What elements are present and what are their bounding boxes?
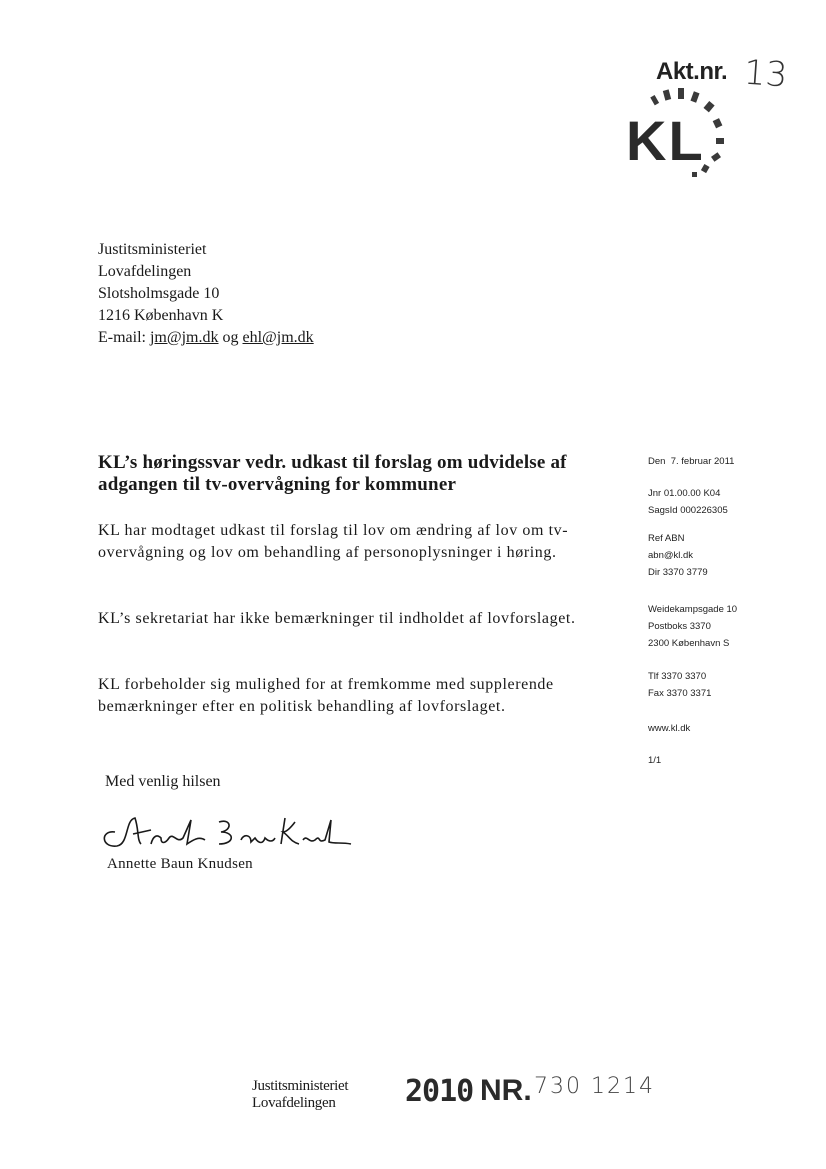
sidebar-dir: Dir 3370 3779 xyxy=(648,567,708,578)
email-join: og xyxy=(218,329,243,346)
sidebar-address xyxy=(648,601,737,652)
akt-nr-label: Akt.nr. xyxy=(656,58,728,85)
received-stamp-year: 2010 xyxy=(405,1074,474,1109)
body-paragraph: KL’s sekretariat har ikke bemærkninger til indholdet af lovforslaget. xyxy=(98,610,576,627)
sidebar-date: Den 7. februar 2011 xyxy=(648,456,735,467)
body-paragraph: KL har modtaget udkast til forslag til lov om ændring af lov om tv-overvågning og lov om behandling af personoplysninger i høring. xyxy=(98,522,569,561)
sidebar-tlf: Tlf 3370 3370 xyxy=(648,671,707,682)
recipient-email-line xyxy=(98,327,314,349)
sidebar-email[interactable]: abn@kl.dk xyxy=(648,550,694,561)
handwritten-signature xyxy=(95,800,355,860)
sidebar-contact xyxy=(648,530,708,581)
email-prefix: E-mail: xyxy=(98,329,150,346)
recipient-line: Justitsministeriet xyxy=(98,241,207,258)
sidebar-phone xyxy=(648,668,711,702)
signer-name: Annette Baun Knudsen xyxy=(107,856,253,872)
closing-greeting: Med venlig hilsen xyxy=(105,773,221,790)
recipient-line: Lovafdelingen xyxy=(98,263,192,280)
recipient-address xyxy=(98,239,314,349)
sidebar-city: 2300 København S xyxy=(648,638,730,649)
received-stamp-ministry-name: Justitsministeriet xyxy=(252,1078,349,1094)
received-stamp-nr: NR. xyxy=(480,1074,532,1107)
sidebar-street: Weidekampsgade 10 xyxy=(648,604,738,615)
sidebar-web[interactable]: www.kl.dk xyxy=(648,723,691,734)
sidebar-jnr: Jnr 01.00.00 K04 xyxy=(648,488,721,499)
sidebar-sagsid: SagsId 000226305 xyxy=(648,505,728,516)
sidebar-page: 1/1 xyxy=(648,755,662,766)
received-stamp-department: Lovafdelingen xyxy=(252,1095,336,1111)
received-stamp-ministry xyxy=(252,1078,348,1112)
body-paragraph: KL forbeholder sig mulighed for at fremkomme med supplerende bemærkninger efter en politisk behandling af lovforslaget. xyxy=(98,676,554,715)
sidebar-reference xyxy=(648,485,728,519)
recipient-line: 1216 København K xyxy=(98,307,224,324)
sidebar-ref: Ref ABN xyxy=(648,533,685,544)
recipient-line: Slotsholmsgade 10 xyxy=(98,285,220,302)
letter-title: KL’s høringssvar vedr. udkast til forslag om udvidelse af adgangen til tv-overvågning for kommuner xyxy=(98,452,567,495)
email-link-ehl[interactable]: ehl@jm.dk xyxy=(242,329,314,346)
received-stamp-code: 730 1214 xyxy=(534,1074,655,1099)
email-link-jm[interactable]: jm@jm.dk xyxy=(149,329,219,346)
sidebar-fax: Fax 3370 3371 xyxy=(648,688,712,699)
kl-logo-text: KL xyxy=(626,109,705,172)
sidebar-postbox: Postboks 3370 xyxy=(648,621,711,632)
akt-nr-number: 13 xyxy=(742,52,789,96)
